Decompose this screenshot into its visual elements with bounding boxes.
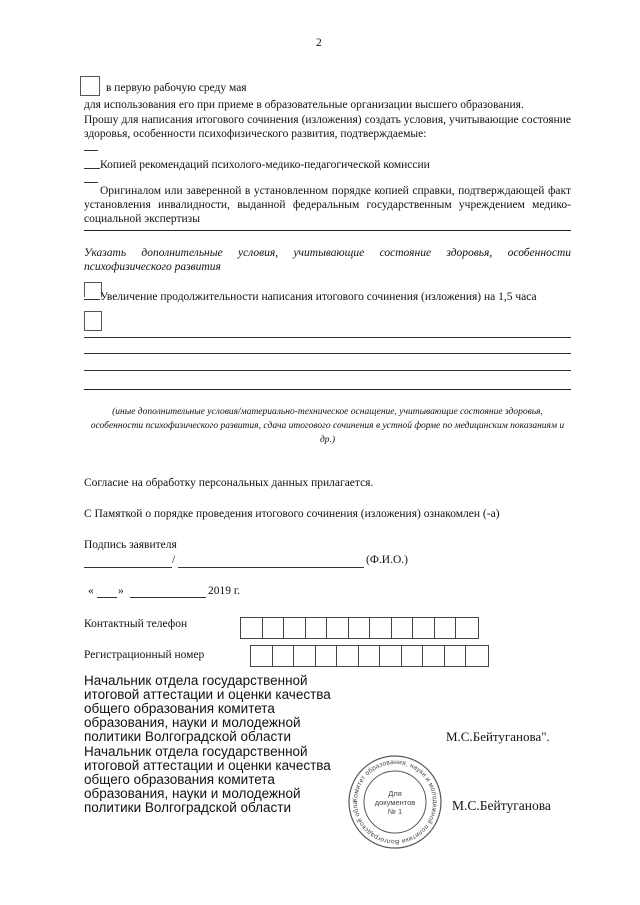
sig1-line-1: Начальник отдела государственной bbox=[84, 673, 308, 688]
stamp-center-line-3: № 1 bbox=[387, 807, 403, 816]
phone-cell[interactable] bbox=[413, 618, 435, 638]
registration-cell[interactable] bbox=[380, 646, 402, 666]
other-conditions-note: (иные дополнительные условия/материально-техническое оснащение, учитывающие состояние здоровья, особенности психофизического развития, сдача итогового сочинения в устной форме по медицинским показаниям и др.) bbox=[90, 407, 565, 445]
sig2-line-1: Начальник отдела государственной bbox=[84, 744, 308, 759]
registration-cells[interactable] bbox=[250, 645, 489, 667]
sig1-name: М.С.Бейтуганова". bbox=[446, 729, 550, 744]
memo-text: С Памяткой о порядке проведения итогового сочинения (изложения) ознакомлен (-а) bbox=[84, 508, 500, 520]
registration-cell[interactable] bbox=[251, 646, 273, 666]
phone-cells[interactable] bbox=[240, 617, 479, 639]
phone-cell[interactable] bbox=[370, 618, 392, 638]
sig2-line-5: политики Волгоградской области bbox=[84, 800, 292, 815]
page-number: 2 bbox=[316, 37, 322, 49]
registration-label: Регистрационный номер bbox=[84, 649, 205, 661]
sig2-line-4: образования, науки и молодежной bbox=[84, 786, 301, 801]
sig1-line-4: образования, науки и молодежной bbox=[84, 715, 301, 730]
sig1-line-3: общего образования комитета bbox=[84, 701, 275, 716]
blank-line-4[interactable] bbox=[84, 389, 571, 390]
phone-cell[interactable] bbox=[241, 618, 263, 638]
checkbox-extended-time-underline bbox=[84, 299, 100, 300]
checkbox-other-condition[interactable] bbox=[84, 311, 102, 331]
stamp-center-line-1: Для bbox=[388, 789, 402, 798]
date-close-quote: » bbox=[118, 585, 124, 597]
option-first-wednesday-may-label: в первую рабочую среду мая bbox=[106, 82, 247, 94]
sig2-name: М.С.Бейтуганова bbox=[452, 798, 551, 813]
consent-text: Согласие на обработку персональных данных прилагается. bbox=[84, 477, 374, 489]
registration-cell[interactable] bbox=[445, 646, 467, 666]
signature-slash: / bbox=[172, 554, 176, 566]
phone-label: Контактный телефон bbox=[84, 618, 188, 630]
additional-conditions-heading: Указать дополнительные условия, учитывающие состояние здоровья, особенности психофизического развития bbox=[84, 247, 571, 273]
registration-cell[interactable] bbox=[337, 646, 359, 666]
stamp-ring-text: Комитет образования, науки и молодежной политики Волгоградской обла bbox=[351, 758, 439, 846]
checkbox-first-wednesday-may[interactable] bbox=[80, 76, 100, 96]
signature-label: Подпись заявителя bbox=[84, 539, 177, 551]
fio-label: (Ф.И.О.) bbox=[366, 554, 408, 566]
checkbox-underline-pmpk bbox=[84, 168, 100, 169]
phone-cell[interactable] bbox=[349, 618, 371, 638]
date-month-line[interactable] bbox=[130, 597, 206, 598]
signature-block-2 bbox=[84, 745, 331, 815]
official-stamp-icon bbox=[345, 752, 445, 852]
date-day-line[interactable] bbox=[97, 597, 117, 598]
checkbox-marker-pmpk bbox=[84, 150, 98, 151]
phone-cell[interactable] bbox=[392, 618, 414, 638]
confirmation-disability-certificate: Оригиналом или заверенной в установленном порядке копией справки, подтверждающей факт установления инвалидности, выданной федеральным государственным учреждением медико-социальной экспертизы bbox=[84, 185, 571, 225]
extended-time-label: Увеличение продолжительности написания итогового сочинения (изложения) на 1,5 часа bbox=[100, 291, 537, 303]
blank-line-3[interactable] bbox=[84, 370, 571, 371]
signature-line[interactable] bbox=[84, 567, 172, 568]
phone-cell[interactable] bbox=[263, 618, 285, 638]
sig2-line-2: итоговой аттестации и оценки качества bbox=[84, 758, 331, 773]
date-year: 2019 г. bbox=[208, 585, 241, 597]
sig1-line-2: итоговой аттестации и оценки качества bbox=[84, 687, 331, 702]
fio-line[interactable] bbox=[178, 567, 364, 568]
purpose-line: для использования его при приеме в образовательные организации высшего образования. bbox=[84, 99, 524, 111]
phone-cell[interactable] bbox=[327, 618, 349, 638]
registration-cell[interactable] bbox=[316, 646, 338, 666]
registration-cell[interactable] bbox=[273, 646, 295, 666]
blank-line-1[interactable] bbox=[84, 337, 571, 338]
phone-cell[interactable] bbox=[284, 618, 306, 638]
signature-block-1 bbox=[84, 674, 331, 744]
phone-cell[interactable] bbox=[435, 618, 457, 638]
stamp-center-line-2: документов bbox=[374, 798, 416, 807]
phone-cell[interactable] bbox=[306, 618, 328, 638]
registration-cell[interactable] bbox=[294, 646, 316, 666]
registration-cell[interactable] bbox=[423, 646, 445, 666]
request-text: Прошу для написания итогового сочинения (изложения) создать условия, учитывающие состояние здоровья, особенности психофизического развития, подтверждаемые: bbox=[84, 114, 571, 140]
registration-cell[interactable] bbox=[402, 646, 424, 666]
sig2-line-3: общего образования комитета bbox=[84, 772, 275, 787]
checkbox-marker-disability bbox=[84, 182, 98, 183]
section-divider bbox=[84, 230, 571, 231]
blank-line-2[interactable] bbox=[84, 353, 571, 354]
date-open-quote: « bbox=[88, 585, 94, 597]
registration-cell[interactable] bbox=[466, 646, 488, 666]
confirmation-pmpk-copy: Копией рекомендаций психолого-медико-педагогической комиссии bbox=[100, 159, 430, 171]
phone-cell[interactable] bbox=[456, 618, 478, 638]
sig1-line-5: политики Волгоградской области bbox=[84, 729, 292, 744]
registration-cell[interactable] bbox=[359, 646, 381, 666]
